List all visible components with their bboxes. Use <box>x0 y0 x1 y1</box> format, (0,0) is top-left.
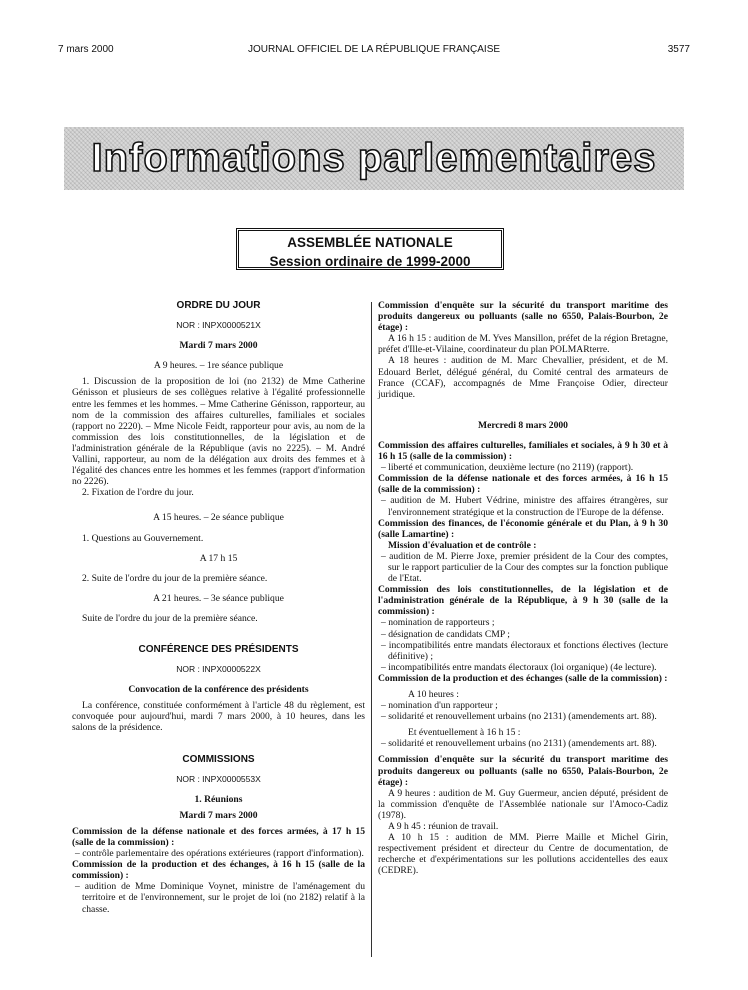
lois-item: – incompatibilités entre mandats électoraux et fonctions électives (lecture définitive) ; <box>381 639 668 662</box>
lois-item: – nomination de rapporteurs ; <box>381 617 495 629</box>
session3-heading: A 21 heures. – 3e séance publique <box>153 592 284 604</box>
section-banner <box>64 127 684 190</box>
enquete-heading: Commission d'enquête sur la sécurité du transport maritime des produits dangereux ou polluants (salle no 6550, Palais-Bourbon, 2e étage) : <box>378 300 668 334</box>
finances-subheading: Mission d'évaluation et de contrôle : <box>388 539 537 551</box>
conference-title: CONFÉRENCE DES PRÉSIDENTS <box>138 643 299 655</box>
lois-heading: Commission des lois constitutionnelles, de la législation et de l'administration générale de la République, à 9 h 30 (salle de la commission) : <box>378 584 668 618</box>
culture-commission-heading: Commission des affaires culturelles, familiales et sociales, à 9 h 30 et à 16 h 15 (salle de la commission) : <box>378 439 668 463</box>
session2b-heading: A 17 h 15 <box>199 552 238 564</box>
commissions-nor: NOR : INPX0000553X <box>176 773 261 784</box>
lois-item: – incompatibilités entre mandats électoraux (loi organique) (4e lecture). <box>381 661 657 673</box>
production2-heading: Commission de la production et des échanges (salle de la commission) : <box>378 672 668 684</box>
enquete2-heading: Commission d'enquête sur la sécurité du transport maritime des produits dangereux ou polluants (salle no 6550, Palais-Bourbon, 2e étage) : <box>378 754 668 788</box>
wednesday-date: Mercredi 8 mars 2000 <box>478 419 568 431</box>
enquete2-item3: A 10 h 15 : audition de MM. Pierre Maille et Michel Girin, respectivement président et directeur du Centre de documentation, de recherche et d'expérimentations sur les pollutions accidentelles des eaux (CEDRE). <box>378 832 668 877</box>
session2b-item: 2. Suite de l'ordre du jour de la première séance. <box>82 572 268 584</box>
header-date: 7 mars 2000 <box>58 44 114 55</box>
reunions-date: Mardi 7 mars 2000 <box>179 809 258 821</box>
session1-item2: 2. Fixation de l'ordre du jour. <box>82 487 194 499</box>
column-divider <box>371 302 372 957</box>
conference-nor: NOR : INPX0000522X <box>176 664 261 675</box>
banner-title: Informations parlementaires <box>91 136 657 180</box>
culture-commission-item: – liberté et communication, deuxième lecture (no 2119) (rapport). <box>381 462 634 474</box>
production2-time2: Et éventuellement à 16 h 15 : <box>408 727 521 739</box>
enquete-item2: A 18 heures : audition de M. Marc Chevallier, président, et de M. Edouard Berlet, délégué général, du Comité central des armateurs de France (CCAF), accompagnés de Mme Françoise Odier, directeur juridique. <box>378 355 668 400</box>
conference-text: La conférence, constituée conformément à l'article 48 du règlement, est convoquée pour aujourd'hui, mardi 7 mars 2000, à 10 heures, dans les salons de la présidence. <box>72 700 365 734</box>
enquete2-item2: A 9 h 45 : réunion de travail. <box>388 821 499 833</box>
enquete-item1: A 16 h 15 : audition de M. Yves Mansillon, préfet de la région Bretagne, préfet d'Ille-et-Vilaine, coordinateur du plan POLMARterre. <box>378 333 668 356</box>
assembly-name: ASSEMBLÉE NATIONALE <box>287 235 453 250</box>
production2-item: – solidarité et renouvellement urbains (no 2131) (amendements art. 88). <box>381 711 657 723</box>
enquete2-item1: A 9 heures : audition de M. Guy Guermeur, ancien député, président de la commission d'enquête de l'Assemblée nationale sur l'Amoco-Cadiz (1978). <box>378 787 668 821</box>
production2-item: – solidarité et renouvellement urbains (no 2131) (amendements art. 88). <box>381 738 657 750</box>
ordre-title: ORDRE DU JOUR <box>176 300 261 311</box>
right-column <box>378 300 668 877</box>
defense2-heading: Commission de la défense nationale et des forces armées, à 16 h 15 (salle de la commission) : <box>378 473 668 496</box>
session-name: Session ordinaire de 1999-2000 <box>269 254 471 269</box>
defense-commission-heading: Commission de la défense nationale et des forces armées, à 17 h 15 (salle de la commission) : <box>72 825 365 848</box>
production-commission-item: – audition de Mme Dominique Voynet, ministre de l'aménagement du territoire et de l'environnement, sur le projet de loi (no 2182) relatif à la chasse. <box>75 881 365 915</box>
commissions-title: COMMISSIONS <box>182 753 255 765</box>
production-commission-heading: Commission de la production et des échanges, à 16 h 15 (salle de la commission) : <box>72 859 365 882</box>
page-number: 3577 <box>667 44 690 55</box>
assembly-box <box>236 228 504 270</box>
production2-item: – nomination d'un rapporteur ; <box>381 700 498 712</box>
ordre-nor: NOR : INPX0000521X <box>176 320 261 331</box>
session2-item1: 1. Questions au Gouvernement. <box>82 532 204 544</box>
session3-item: Suite de l'ordre du jour de la première séance. <box>82 612 258 624</box>
finances-heading: Commission des finances, de l'économie générale et du Plan, à 9 h 30 (salle Lamartine) : <box>378 517 668 540</box>
lois-item: – désignation de candidats CMP ; <box>381 628 510 640</box>
production2-time1: A 10 heures : <box>408 689 459 700</box>
conference-subtitle: Convocation de la conférence des présidents <box>128 684 309 696</box>
journal-title: JOURNAL OFFICIEL DE LA RÉPUBLIQUE FRANÇAISE <box>247 44 501 55</box>
defense2-item: – audition de M. Hubert Védrine, ministre des affaires étrangères, sur l'environnement stratégique et la construction de l'Europe de la défense. <box>381 495 668 518</box>
session1-heading: A 9 heures. – 1re séance publique <box>153 360 284 372</box>
left-column <box>72 300 365 915</box>
ordre-date: Mardi 7 mars 2000 <box>179 340 258 352</box>
page-header <box>58 44 690 58</box>
session1-item1: 1. Discussion de la proposition de loi (no 2132) de Mme Catherine Génisson et plusieurs de ses collègues relative à l'égalité professionnelle entre les femmes et les hommes. – Mme Catherine Génisson, rapporteur, au nom de la commission des affaires culturelles, familiales et sociales (rapport no 2220). – Mme Nicole Feidt, rapporteur pour avis, au nom de la commission des lois constitutionnelles, de la législation et de l'administration générale de la République (avis no 2225). – M. André Vallini, rapporteur, au nom de la délégation aux droits des femmes et à l'égalité des chances entre les hommes et les femmes (rapport d'information no 2226). <box>72 376 365 488</box>
finances-item: – audition de M. Pierre Joxe, premier président de la Cour des comptes, sur le rapport particulier de la Cour des comptes sur la fonction publique de l'Etat. <box>381 550 668 585</box>
reunions-subtitle: 1. Réunions <box>194 793 243 805</box>
session2-heading: A 15 heures. – 2e séance publique <box>153 512 284 524</box>
defense-commission-item: – contrôle parlementaire des opérations extérieures (rapport d'information). <box>75 848 364 860</box>
